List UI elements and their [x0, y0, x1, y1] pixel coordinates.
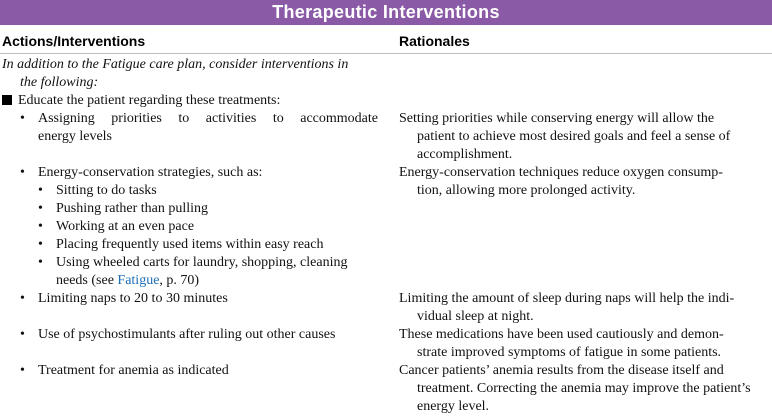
educate-heading: [2, 92, 382, 110]
list-item-energy: Energy-conservation strategies, such as:: [38, 165, 263, 180]
rationale-line: Cancer patients’ anemia results from the disease itself and: [399, 363, 724, 378]
fatigue-link[interactable]: Fatigue: [117, 273, 160, 288]
sub-item-pace: Working at an even pace: [56, 219, 195, 234]
bullet-icon: •: [20, 111, 25, 126]
rationale-line: vidual sleep at night.: [417, 309, 534, 324]
sub-bullet-icon: •: [38, 201, 43, 216]
header-divider: [0, 53, 772, 54]
sub-bullet-icon: •: [38, 237, 43, 252]
sub-item-pushing: Pushing rather than pulling: [56, 201, 209, 216]
carts-line-2: [56, 272, 381, 290]
rationale-line: accomplishment.: [417, 147, 513, 162]
bullet-icon: •: [20, 327, 25, 342]
sub-bullet-icon: •: [38, 183, 43, 198]
rationale-priorities: [399, 110, 771, 164]
intro-line-1: In addition to the Fatigue care plan, consider interventions in: [2, 57, 349, 72]
intro-text: [2, 56, 382, 92]
rationale-naps: [399, 290, 771, 326]
square-bullet-icon: [2, 95, 12, 105]
sub-item-placing: Placing frequently used items within easy reach: [56, 237, 324, 252]
rationale-line: These medications have been used cautiously and demon-: [399, 327, 724, 342]
list-item-priorities: [38, 110, 378, 146]
rationale-line: Limiting the amount of sleep during naps will help the indi-: [399, 291, 735, 306]
actions-column-header: Actions/Interventions: [2, 33, 146, 49]
rationale-anemia: [399, 362, 771, 416]
carts-line-1: Using wheeled carts for laundry, shopping, cleaning: [56, 255, 348, 270]
priorities-line-2: energy levels: [38, 129, 112, 144]
list-item-psychostimulants: Use of psychostimulants after ruling out other causes: [38, 327, 336, 342]
sub-item-sitting: Sitting to do tasks: [56, 183, 157, 198]
rationales-column-header: Rationales: [399, 33, 470, 49]
sub-item-carts: [56, 254, 381, 290]
rationale-line: treatment. Correcting the anemia may improve the patient’s: [417, 381, 751, 396]
priorities-line-1: Assigning priorities to activities to accommodate: [38, 111, 378, 126]
section-banner: Therapeutic Interventions: [0, 0, 772, 25]
carts-post: , p. 70): [159, 273, 200, 288]
educate-label: Educate the patient regarding these treatments:: [18, 93, 281, 108]
bullet-icon: •: [20, 363, 25, 378]
carts-pre: needs (see: [56, 273, 118, 288]
intro-line-2: the following:: [20, 75, 99, 90]
list-item-anemia: Treatment for anemia as indicated: [38, 363, 229, 378]
bullet-icon: •: [20, 165, 25, 180]
sub-bullet-icon: •: [38, 255, 43, 270]
rationale-line: Energy-conservation techniques reduce oxygen consump-: [399, 165, 723, 180]
bullet-icon: •: [20, 291, 25, 306]
rationale-line: Setting priorities while conserving energy will allow the: [399, 111, 715, 126]
rationale-energy: [399, 164, 771, 200]
rationale-line: energy level.: [417, 399, 490, 414]
rationale-line: strate improved symptoms of fatigue in some patients.: [417, 345, 722, 360]
rationale-psychostimulants: [399, 326, 771, 362]
list-item-naps: Limiting naps to 20 to 30 minutes: [38, 291, 228, 306]
sub-bullet-icon: •: [38, 219, 43, 234]
rationale-line: tion, allowing more prolonged activity.: [417, 183, 636, 198]
rationale-line: patient to achieve most desired goals and feel a sense of: [417, 129, 731, 144]
